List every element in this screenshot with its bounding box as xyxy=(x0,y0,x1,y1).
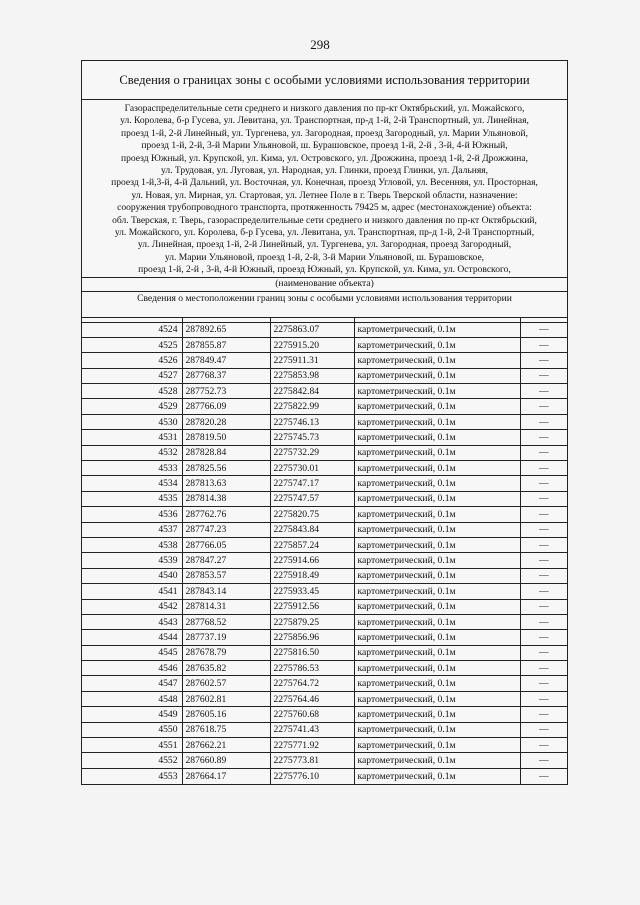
table-row xyxy=(82,553,567,568)
table-row xyxy=(82,537,567,552)
description-line: сооружения трубопроводного транспорта, протяженность 79425 м, адрес (местонахождение) объекта: xyxy=(117,202,532,214)
method-accuracy: картометрический, 0.1м xyxy=(354,553,520,568)
note: — xyxy=(520,414,567,429)
y-coordinate: 2275933.45 xyxy=(270,584,354,599)
point-number: 4528 xyxy=(82,384,182,399)
x-coordinate: 287853.57 xyxy=(182,568,270,583)
table-row xyxy=(82,707,567,722)
method-accuracy: картометрический, 0.1м xyxy=(354,461,520,476)
method-accuracy: картометрический, 0.1м xyxy=(354,445,520,460)
x-coordinate: 287664.17 xyxy=(182,768,270,783)
x-coordinate: 287662.21 xyxy=(182,738,270,753)
x-coordinate: 287766.09 xyxy=(182,399,270,414)
description-line: ул. Трудовая, ул. Луговая, ул. Народная, ул. Глинки, проезд Глинки, ул. Дальняя, xyxy=(161,165,488,177)
table-row xyxy=(82,337,567,352)
table-row xyxy=(82,461,567,476)
table-row xyxy=(82,476,567,491)
description-line: проезд 1-й, 2-й, 3-й Марии Ульяновой, ш. Бурашовское, проезд 1-й, 2-й , 3-й, 4-й Южный, xyxy=(141,140,508,152)
y-coordinate: 2275760.68 xyxy=(270,707,354,722)
section-title: Сведения о местоположении границ зоны с особыми условиями использования территории xyxy=(82,292,567,318)
page-number: 298 xyxy=(310,37,330,52)
method-accuracy: картометрический, 0.1м xyxy=(354,645,520,660)
point-number: 4536 xyxy=(82,507,182,522)
description-line: ул. Можайского, ул. Королева, б-р Гусева, ул. Левитана, ул. Транспортная, пр-д 1-й, 2-й Транспортный, xyxy=(114,227,535,239)
method-accuracy: картометрический, 0.1м xyxy=(354,537,520,552)
x-coordinate: 287768.52 xyxy=(182,614,270,629)
method-accuracy: картометрический, 0.1м xyxy=(354,676,520,691)
method-accuracy: картометрический, 0.1м xyxy=(354,353,520,368)
point-number: 4524 xyxy=(82,322,182,337)
note: — xyxy=(520,768,567,783)
y-coordinate: 2275863.07 xyxy=(270,322,354,337)
y-coordinate: 2275776.10 xyxy=(270,768,354,783)
y-coordinate: 2275820.75 xyxy=(270,507,354,522)
note: — xyxy=(520,461,567,476)
point-number: 4535 xyxy=(82,491,182,506)
note: — xyxy=(520,368,567,383)
note: — xyxy=(520,322,567,337)
table-row xyxy=(82,353,567,368)
note: — xyxy=(520,553,567,568)
note: — xyxy=(520,738,567,753)
table-row xyxy=(82,399,567,414)
table-row xyxy=(82,522,567,537)
y-coordinate: 2275745.73 xyxy=(270,430,354,445)
method-accuracy: картометрический, 0.1м xyxy=(354,691,520,706)
x-coordinate: 287892.65 xyxy=(182,322,270,337)
point-number: 4548 xyxy=(82,691,182,706)
method-accuracy: картометрический, 0.1м xyxy=(354,430,520,445)
point-number: 4531 xyxy=(82,430,182,445)
zone-boundary-document xyxy=(81,60,568,785)
table-row xyxy=(82,614,567,629)
method-accuracy: картометрический, 0.1м xyxy=(354,368,520,383)
y-coordinate: 2275842.84 xyxy=(270,384,354,399)
note: — xyxy=(520,522,567,537)
description-line: проезд 1-й, 2-й Линейный, ул. Тургенева, ул. Загородная, проезд Загородный, ул. Марии Ульяновой, xyxy=(120,127,529,139)
description-line: проезд 1-й, 2-й , 3-й, 4-й Южный, проезд Южный, ул. Крупской, ул. Кима, ул. Островского, xyxy=(138,264,511,276)
method-accuracy: картометрический, 0.1м xyxy=(354,584,520,599)
table-row xyxy=(82,722,567,737)
point-number: 4546 xyxy=(82,661,182,676)
table-row xyxy=(82,768,567,783)
y-coordinate: 2275786.53 xyxy=(270,661,354,676)
x-coordinate: 287814.38 xyxy=(182,491,270,506)
note: — xyxy=(520,491,567,506)
table-row xyxy=(82,322,567,337)
method-accuracy: картометрический, 0.1м xyxy=(354,491,520,506)
x-coordinate: 287819.50 xyxy=(182,430,270,445)
table-row xyxy=(82,753,567,768)
y-coordinate: 2275853.98 xyxy=(270,368,354,383)
y-coordinate: 2275747.57 xyxy=(270,491,354,506)
table-row xyxy=(82,630,567,645)
y-coordinate: 2275747.17 xyxy=(270,476,354,491)
point-number: 4539 xyxy=(82,553,182,568)
y-coordinate: 2275879.25 xyxy=(270,614,354,629)
x-coordinate: 287828.84 xyxy=(182,445,270,460)
point-number: 4552 xyxy=(82,753,182,768)
method-accuracy: картометрический, 0.1м xyxy=(354,661,520,676)
note: — xyxy=(520,399,567,414)
y-coordinate: 2275773.81 xyxy=(270,753,354,768)
x-coordinate: 287602.81 xyxy=(182,691,270,706)
description-line: ул. Марии Ульяновой, проезд 1-й, 2-й, 3-й Марии Ульяновой, ш. Бурашовское, xyxy=(164,251,485,263)
method-accuracy: картометрический, 0.1м xyxy=(354,599,520,614)
note: — xyxy=(520,676,567,691)
point-number: 4533 xyxy=(82,461,182,476)
point-number: 4530 xyxy=(82,414,182,429)
x-coordinate: 287602.57 xyxy=(182,676,270,691)
point-number: 4525 xyxy=(82,337,182,352)
description-line: обл. Тверская, г. Тверь, газораспределительные сети среднего и низкого давления по пр-кт Октябрьский, xyxy=(112,214,537,226)
method-accuracy: картометрический, 0.1м xyxy=(354,337,520,352)
note: — xyxy=(520,476,567,491)
method-accuracy: картометрический, 0.1м xyxy=(354,384,520,399)
method-accuracy: картометрический, 0.1м xyxy=(354,322,520,337)
method-accuracy: картометрический, 0.1м xyxy=(354,722,520,737)
note: — xyxy=(520,707,567,722)
method-accuracy: картометрический, 0.1м xyxy=(354,614,520,629)
note: — xyxy=(520,353,567,368)
point-number: 4526 xyxy=(82,353,182,368)
x-coordinate: 287813.63 xyxy=(182,476,270,491)
x-coordinate: 287825.56 xyxy=(182,461,270,476)
note: — xyxy=(520,691,567,706)
method-accuracy: картометрический, 0.1м xyxy=(354,568,520,583)
table-row xyxy=(82,661,567,676)
note: — xyxy=(520,614,567,629)
method-accuracy: картометрический, 0.1м xyxy=(354,414,520,429)
x-coordinate: 287820.28 xyxy=(182,414,270,429)
method-accuracy: картометрический, 0.1м xyxy=(354,522,520,537)
x-coordinate: 287635.82 xyxy=(182,661,270,676)
point-number: 4527 xyxy=(82,368,182,383)
note: — xyxy=(520,661,567,676)
table-row xyxy=(82,368,567,383)
table-row xyxy=(82,676,567,691)
table-row xyxy=(82,491,567,506)
x-coordinate: 287855.87 xyxy=(182,337,270,352)
method-accuracy: картометрический, 0.1м xyxy=(354,476,520,491)
note: — xyxy=(520,568,567,583)
y-coordinate: 2275914.66 xyxy=(270,553,354,568)
point-number: 4547 xyxy=(82,676,182,691)
point-number: 4537 xyxy=(82,522,182,537)
table-row xyxy=(82,738,567,753)
table-row xyxy=(82,584,567,599)
note: — xyxy=(520,584,567,599)
note: — xyxy=(520,337,567,352)
note: — xyxy=(520,384,567,399)
method-accuracy: картометрический, 0.1м xyxy=(354,768,520,783)
method-accuracy: картометрический, 0.1м xyxy=(354,507,520,522)
y-coordinate: 2275816.50 xyxy=(270,645,354,660)
point-number: 4549 xyxy=(82,707,182,722)
y-coordinate: 2275915.20 xyxy=(270,337,354,352)
y-coordinate: 2275911.31 xyxy=(270,353,354,368)
y-coordinate: 2275843.84 xyxy=(270,522,354,537)
method-accuracy: картометрический, 0.1м xyxy=(354,630,520,645)
note: — xyxy=(520,430,567,445)
x-coordinate: 287814.31 xyxy=(182,599,270,614)
y-coordinate: 2275764.46 xyxy=(270,691,354,706)
table-row xyxy=(82,645,567,660)
x-coordinate: 287843.14 xyxy=(182,584,270,599)
table-row xyxy=(82,384,567,399)
y-coordinate: 2275771.92 xyxy=(270,738,354,753)
x-coordinate: 287768.37 xyxy=(182,368,270,383)
method-accuracy: картометрический, 0.1м xyxy=(354,738,520,753)
x-coordinate: 287737.19 xyxy=(182,630,270,645)
method-accuracy: картометрический, 0.1м xyxy=(354,707,520,722)
note: — xyxy=(520,507,567,522)
table-row xyxy=(82,445,567,460)
table-row xyxy=(82,430,567,445)
point-number: 4543 xyxy=(82,614,182,629)
y-coordinate: 2275764.72 xyxy=(270,676,354,691)
y-coordinate: 2275730.01 xyxy=(270,461,354,476)
x-coordinate: 287678.79 xyxy=(182,645,270,660)
y-coordinate: 2275822.99 xyxy=(270,399,354,414)
point-number: 4553 xyxy=(82,768,182,783)
note: — xyxy=(520,645,567,660)
object-name-caption: (наименование объекта) xyxy=(82,278,567,292)
point-number: 4529 xyxy=(82,399,182,414)
point-number: 4534 xyxy=(82,476,182,491)
point-number: 4532 xyxy=(82,445,182,460)
method-accuracy: картометрический, 0.1м xyxy=(354,399,520,414)
x-coordinate: 287605.16 xyxy=(182,707,270,722)
y-coordinate: 2275732.29 xyxy=(270,445,354,460)
note: — xyxy=(520,722,567,737)
description-line: ул. Королева, б-р Гусева, ул. Левитана, ул. Транспортная, пр-д 1-й, 2-й Транспортный, ул. Линейная, xyxy=(120,115,529,127)
point-number: 4538 xyxy=(82,537,182,552)
point-number: 4541 xyxy=(82,584,182,599)
table-row xyxy=(82,568,567,583)
description-line: Газораспределительные сети среднего и низкого давления по пр-кт Октябрьский, ул. Можайского, xyxy=(124,103,525,114)
x-coordinate: 287847.27 xyxy=(182,553,270,568)
y-coordinate: 2275746.13 xyxy=(270,414,354,429)
description-line: ул. Линейная, проезд 1-й, 2-й Линейный, ул. Тургенева, ул. Загородная, проезд Загородный, xyxy=(137,239,512,251)
y-coordinate: 2275912.56 xyxy=(270,599,354,614)
description-line: проезд 1-й,3-й, 4-й Дальний, ул. Восточная, ул. Конечная, проезд Угловой, ул. Весенняя, ул. Просторная, xyxy=(111,177,538,189)
point-number: 4545 xyxy=(82,645,182,660)
document-title: Сведения о границах зоны с особыми условиями использования территории xyxy=(82,61,567,100)
note: — xyxy=(520,630,567,645)
x-coordinate: 287849.47 xyxy=(182,353,270,368)
y-coordinate: 2275741.43 xyxy=(270,722,354,737)
table-row xyxy=(82,599,567,614)
y-coordinate: 2275856.96 xyxy=(270,630,354,645)
table-row xyxy=(82,507,567,522)
description-line: проезд Южный, ул. Крупской, ул. Кима, ул. Островского, ул. Дрожжина, проезд 1-й, 2-й Дрожжина, xyxy=(120,152,529,164)
x-coordinate: 287752.73 xyxy=(182,384,270,399)
note: — xyxy=(520,753,567,768)
note: — xyxy=(520,599,567,614)
x-coordinate: 287747.23 xyxy=(182,522,270,537)
method-accuracy: картометрический, 0.1м xyxy=(354,753,520,768)
x-coordinate: 287766.05 xyxy=(182,537,270,552)
x-coordinate: 287762.76 xyxy=(182,507,270,522)
note: — xyxy=(520,537,567,552)
x-coordinate: 287660.89 xyxy=(182,753,270,768)
y-coordinate: 2275857.24 xyxy=(270,537,354,552)
point-number: 4540 xyxy=(82,568,182,583)
description-line: ул. Новая, ул. Мирная, ул. Стартовая, ул. Летнее Поле в г. Тверь Тверской области, назначение: xyxy=(131,189,518,201)
table-row xyxy=(82,414,567,429)
coordinates-table xyxy=(82,318,567,784)
object-description xyxy=(82,100,567,278)
point-number: 4544 xyxy=(82,630,182,645)
note: — xyxy=(520,445,567,460)
y-coordinate: 2275918.49 xyxy=(270,568,354,583)
point-number: 4551 xyxy=(82,738,182,753)
x-coordinate: 287618.75 xyxy=(182,722,270,737)
table-row xyxy=(82,691,567,706)
point-number: 4550 xyxy=(82,722,182,737)
point-number: 4542 xyxy=(82,599,182,614)
